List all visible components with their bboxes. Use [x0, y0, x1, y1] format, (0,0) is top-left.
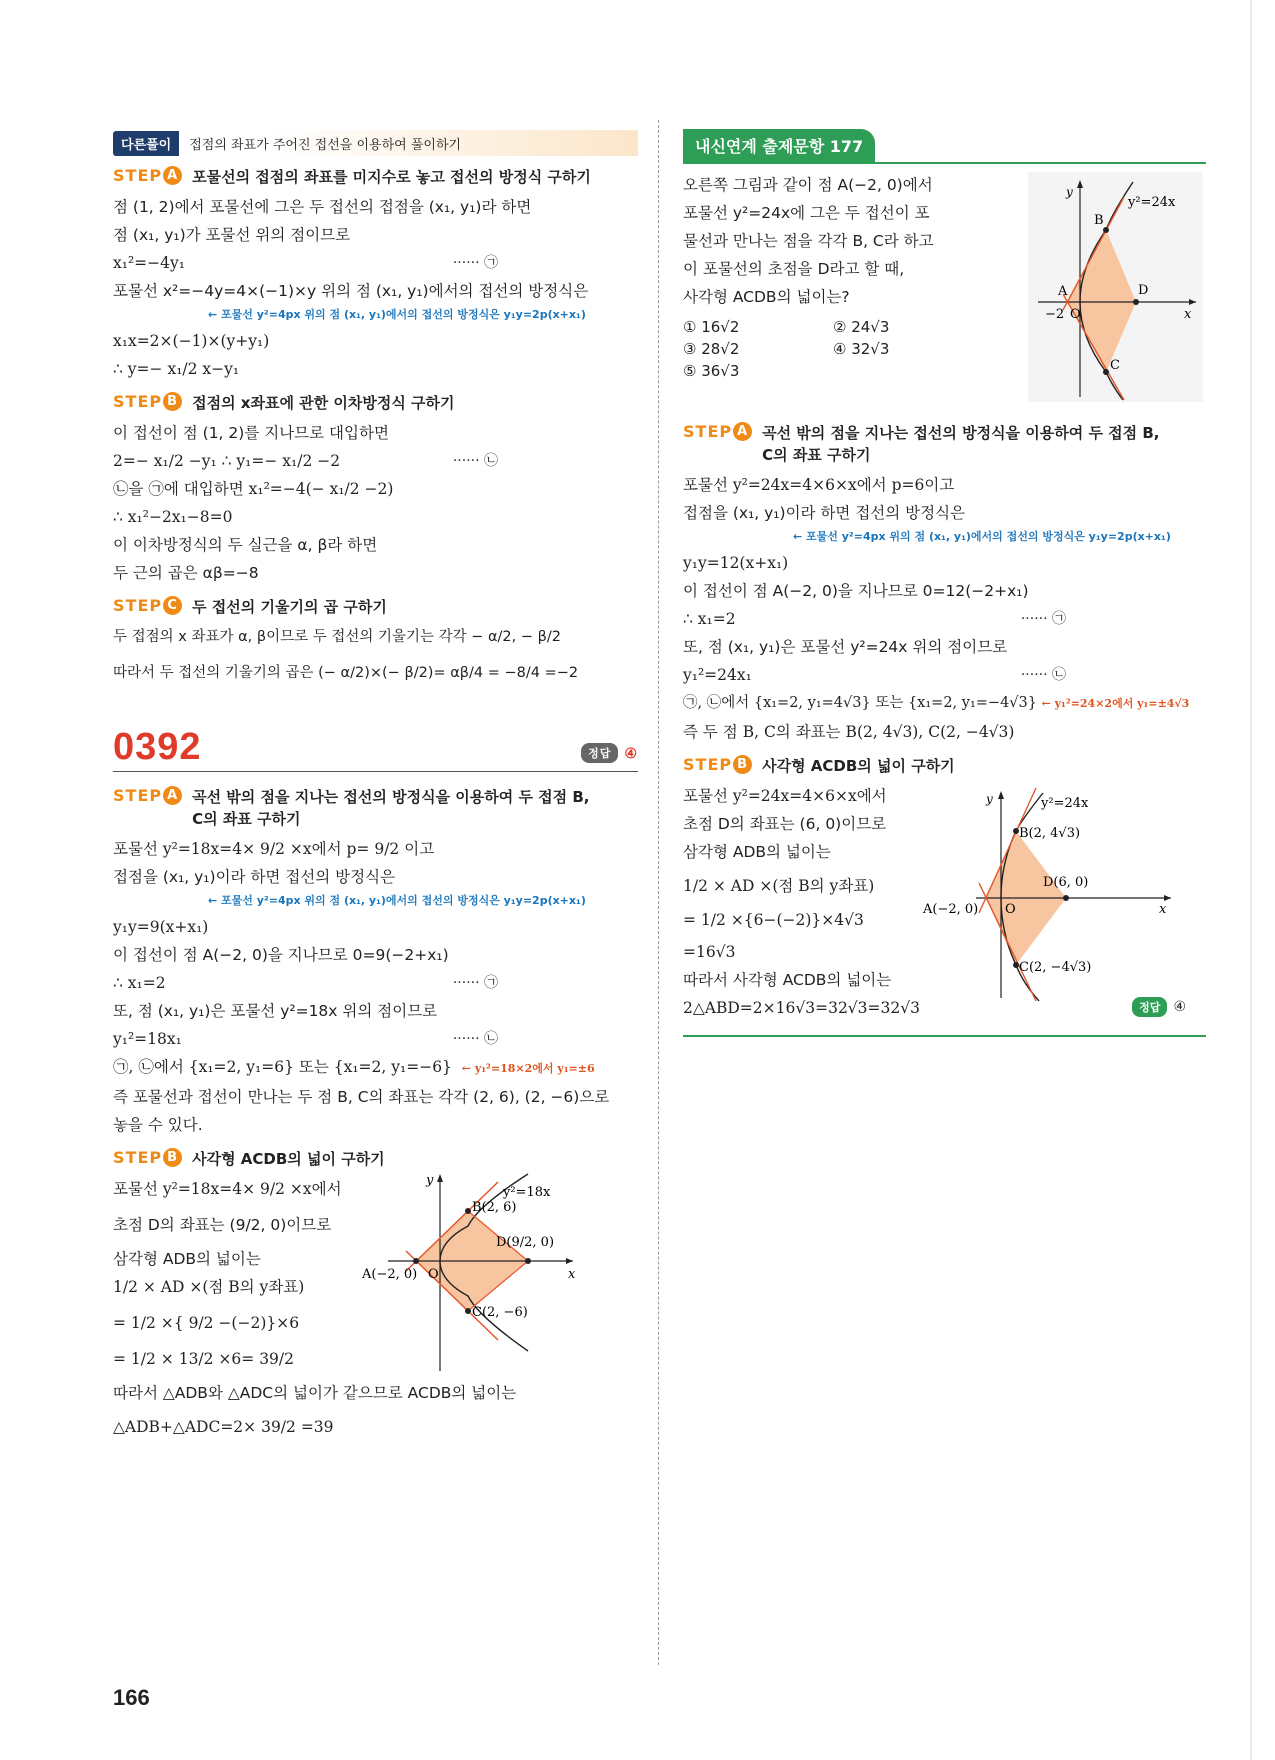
label-c: C	[1110, 358, 1120, 373]
label-a: A	[1058, 284, 1068, 299]
question-line: 오른쪽 그림과 같이 점 A(−2, 0)에서	[683, 176, 933, 194]
equation: 포물선 y²=18x=4× 9/2 ×x에서	[113, 1180, 342, 1198]
left-column	[113, 130, 638, 1442]
step-b-body	[683, 783, 1206, 1021]
equation: 2=− x₁/2 −y₁ ∴ y₁=− x₁/2 −2 ······ ㉡	[113, 448, 638, 474]
choice-3[interactable]: ③ 28√2	[683, 340, 740, 358]
equation-mark: ······ ㉡	[1020, 667, 1066, 683]
text-line: 포물선 x²=−4y=4×(−1)×y 위의 점 (x₁, y₁)에서의 접선의 방정식은	[113, 282, 589, 300]
equation: 2△ABD=2×16√3=32√3=32√3	[683, 999, 920, 1017]
text-line: 또, 점 (x₁, y₁)은 포물선 y²=18x 위의 점이므로	[113, 1002, 438, 1020]
page-edge	[1250, 0, 1252, 1760]
y-axis-arrow	[998, 791, 1004, 799]
point-d	[1063, 895, 1069, 901]
formula-note: ← 포물선 y²=4px 위의 점 (x₁, y₁)에서의 접선의 방정식은 y₁y=2p(x+x₁)	[208, 894, 586, 907]
text-line: 점 (x₁, y₁)가 포물선 위의 점이므로	[113, 226, 351, 244]
text-line: 이 이차방정식의 두 실근을 α, β라 하면	[113, 536, 378, 554]
label-b: B(2, 6)	[472, 1200, 517, 1215]
text-line: 접점을 (x₁, y₁)이라 하면 접선의 방정식은	[683, 504, 966, 522]
equation: 1/2 × AD ×(점 B의 y좌표)	[683, 877, 875, 895]
text-line: 삼각형 ADB의 넓이는	[683, 843, 831, 861]
x-axis-label: x	[568, 1267, 576, 1282]
point-c	[465, 1308, 471, 1314]
step-a-heading	[113, 786, 638, 830]
text-line: 점 (1, 2)에서 포물선에 그은 두 접선의 접점을 (x₁, y₁)라 하면	[113, 198, 532, 216]
equation-mark: ······ ㉠	[452, 975, 498, 991]
text-line: 즉 포물선과 접선이 만나는 두 점 B, C의 좌표는 각각 (2, 6), (2, −6)으로	[113, 1088, 610, 1106]
x-axis-arrow	[566, 1258, 573, 1264]
text-line: 따라서 두 접선의 기울기의 곱은 (− α/2)×(− β/2)= αβ/4 = −8/4 =−2	[113, 665, 579, 681]
step-b-heading	[683, 755, 1206, 777]
alt-solution-title: 접점의 좌표가 주어진 접선을 이용하여 풀이하기	[189, 137, 462, 153]
equation: = 1/2 ×{6−(−2)}×4√3	[683, 911, 864, 929]
choice-4[interactable]: ④ 32√3	[833, 340, 890, 358]
formula-note: ← y₁²=18×2에서 y₁=±6	[461, 1062, 595, 1075]
step-title: 곡선 밖의 점을 지나는 접선의 방정식을 이용하여 두 접점 B, C의 좌표 구하기	[762, 424, 1160, 464]
text-line: 두 접점의 x 좌표가 α, β이므로 두 접선의 기울기는 각각 − α/2, − β/2	[113, 629, 561, 645]
linked-problem-header	[683, 128, 1206, 164]
equation: ㉠, ㉡에서 {x₁=2, y₁=6} 또는 {x₁=2, y₁=−6} ← y₁²=18×2에서 y₁=±6	[113, 1058, 595, 1076]
equation: 포물선 y²=18x=4× 9/2 ×x에서 p= 9/2 이고	[113, 840, 435, 858]
label-a: A(−2, 0)	[362, 1267, 418, 1282]
answer-badge: 정답 ④	[581, 743, 638, 763]
question-line: 사각형 ACDB의 넓이는?	[683, 288, 850, 306]
equation: y₁y=12(x+x₁)	[683, 554, 789, 572]
equation: 즉 두 점 B, C의 좌표는 B(2, 4√3), C(2, −4√3)	[683, 723, 1015, 741]
choice-1[interactable]: ① 16√2	[683, 318, 740, 336]
parabola-graph-18x	[362, 1166, 588, 1376]
point-d	[1133, 299, 1139, 305]
step-tag: STEP A	[683, 422, 752, 441]
question-line: 물선과 만나는 점을 각각 B, C라 하고	[683, 232, 934, 250]
column-divider	[658, 120, 659, 1665]
answer-badge: 정답 ④	[1132, 997, 1186, 1017]
step-a-heading	[113, 166, 638, 188]
alt-solution-badge: 다른풀이	[113, 131, 179, 156]
text-line: 따라서 △ADB와 △ADC의 넓이가 같으므로 ACDB의 넓이는	[113, 1384, 517, 1402]
step-title: 접점의 x좌표에 관한 이차방정식 구하기	[192, 394, 455, 412]
problem-number: 0392 정답 ④	[113, 726, 638, 772]
step-a-heading	[683, 422, 1206, 466]
equation: △ADB+△ADC=2× 39/2 =39	[113, 1418, 334, 1436]
label-o: O	[1070, 307, 1081, 322]
step-tag: STEP B	[683, 755, 752, 774]
equation: y₁²=18x₁ ······ ㉡	[113, 1026, 638, 1052]
equation: = 1/2 ×{ 9/2 −(−2)}×6	[113, 1314, 300, 1332]
question-line: 이 포물선의 초점을 D라고 할 때,	[683, 260, 905, 278]
text-line: 이 접선이 점 A(−2, 0)을 지나므로 0=9(−2+x₁)	[113, 946, 449, 964]
step-tag: STEP B	[113, 1148, 182, 1167]
choice-2[interactable]: ② 24√3	[833, 318, 890, 336]
alt-solution-header	[113, 130, 638, 156]
equation: y₁y=9(x+x₁)	[113, 918, 209, 936]
text-line: 두 근의 곱은 αβ=−8	[113, 564, 259, 582]
step-title: 두 접선의 기울기의 곱 구하기	[192, 598, 387, 616]
label-d: D(6, 0)	[1043, 875, 1089, 890]
label-c: C(2, −4√3)	[1019, 960, 1092, 975]
equation: = 1/2 × 13/2 ×6= 39/2	[113, 1350, 295, 1368]
label-c: C(2, −6)	[472, 1305, 528, 1320]
step-title: 사각형 ACDB의 넓이 구하기	[192, 1150, 385, 1168]
step-tag: STEP C	[113, 596, 182, 615]
x-axis-arrow	[1164, 895, 1171, 901]
choice-5[interactable]: ⑤ 36√3	[683, 362, 740, 380]
text-line: 이 접선이 점 (1, 2)를 지나므로 대입하면	[113, 424, 389, 442]
quadrilateral-fill	[1068, 230, 1136, 372]
equation: 1/2 × AD ×(점 B의 y좌표)	[113, 1278, 305, 1296]
curve-label: y²=24x	[1128, 195, 1176, 210]
y-axis-label: y	[426, 1173, 434, 1188]
equation: 포물선 y²=24x=4×6×x에서 p=6이고	[683, 476, 955, 494]
parabola-graph-24x	[923, 783, 1181, 1003]
text-line: 초점 D의 좌표는 (9/2, 0)이므로	[113, 1216, 332, 1234]
curve-label: y²=24x	[1041, 796, 1089, 811]
y-axis-label: y	[986, 792, 993, 806]
text-line: 초점 D의 좌표는 (6, 0)이므로	[683, 815, 887, 833]
y-axis-arrow	[1077, 180, 1083, 188]
label-d: D(9/2, 0)	[496, 1235, 555, 1250]
step-b-heading	[113, 392, 638, 414]
equation-mark: ······ ㉡	[452, 453, 498, 469]
text-line: 이 접선이 점 A(−2, 0)을 지나므로 0=12(−2+x₁)	[683, 582, 1029, 600]
step-title: 사각형 ACDB의 넓이 구하기	[762, 757, 955, 775]
text-line: 삼각형 ADB의 넓이는	[113, 1250, 261, 1268]
equation-mark: ······ ㉠	[452, 255, 498, 271]
right-column	[683, 128, 1206, 1037]
x-axis-label: x	[1184, 307, 1192, 322]
label-o: O	[428, 1267, 439, 1282]
step-title: 포물선의 접점의 좌표를 미지수로 놓고 접선의 방정식 구하기	[192, 168, 591, 186]
equation: ∴ y=− x₁/2 x−y₁	[113, 360, 240, 378]
curve-label: y²=18x	[503, 1185, 551, 1200]
label-b: B(2, 4√3)	[1019, 826, 1081, 841]
formula-note: ← y₁²=24×2에서 y₁=±4√3	[1041, 697, 1190, 710]
formula-note: ← 포물선 y²=4px 위의 점 (x₁, y₁)에서의 접선의 방정식은 y₁y=2p(x+x₁)	[208, 308, 586, 321]
equation: 포물선 y²=24x=4×6×x에서	[683, 787, 887, 805]
step-title: 곡선 밖의 점을 지나는 접선의 방정식을 이용하여 두 접점 B, C의 좌표 구하기	[192, 788, 590, 828]
equation: x₁²=−4y₁ ······ ㉠	[113, 250, 638, 276]
parabola-graph-24x-small	[1028, 172, 1203, 402]
linked-problem-body	[683, 172, 1206, 412]
step-tag: STEP A	[113, 166, 182, 185]
step-b2-body	[113, 1173, 638, 1372]
equation: ∴ x₁=2 ······ ㉠	[113, 970, 638, 996]
label-minus-two: −2	[1045, 307, 1065, 322]
point-d	[525, 1258, 531, 1264]
equation: ㉡을 ㉠에 대입하면 x₁²=−4(− x₁/2 −2)	[113, 480, 394, 498]
equation: ∴ x₁²−2x₁−8=0	[113, 508, 233, 526]
y-axis-arrow	[437, 1174, 443, 1182]
point-b	[465, 1208, 471, 1214]
page-number: 166	[113, 1685, 150, 1710]
equation: x₁x=2×(−1)×(y+y₁)	[113, 332, 270, 350]
equation: ㉠, ㉡에서 {x₁=2, y₁=4√3} 또는 {x₁=2, y₁=−4√3} ← y₁²=24×2에서 y₁=±4√3	[683, 695, 1190, 711]
label-b: B	[1094, 213, 1104, 228]
step-c-heading	[113, 596, 638, 618]
text-line: 또, 점 (x₁, y₁)은 포물선 y²=24x 위의 점이므로	[683, 638, 1008, 656]
point-a	[413, 1258, 419, 1264]
equation: =16√3	[683, 943, 736, 961]
x-axis-arrow	[1189, 299, 1196, 305]
section-end-line	[683, 1035, 1206, 1037]
label-o: O	[1005, 902, 1016, 917]
label-d: D	[1138, 283, 1149, 298]
point-b	[1103, 227, 1109, 233]
y-axis-label: y	[1066, 185, 1073, 199]
point-c	[1103, 369, 1109, 375]
formula-note: ← 포물선 y²=4px 위의 점 (x₁, y₁)에서의 접선의 방정식은 y₁y=2p(x+x₁)	[793, 530, 1171, 543]
step-tag: STEP B	[113, 392, 182, 411]
label-a: A(−2, 0)	[923, 902, 979, 917]
linked-problem-badge: 내신연계 출제문항 177	[683, 129, 875, 162]
step-tag: STEP A	[113, 786, 182, 805]
text-line: 따라서 사각형 ACDB의 넓이는	[683, 971, 892, 989]
equation-mark: ······ ㉠	[1020, 611, 1066, 627]
equation-mark: ······ ㉡	[452, 1031, 498, 1047]
text-line: 접점을 (x₁, y₁)이라 하면 접선의 방정식은	[113, 868, 396, 886]
equation: y₁²=24x₁ ······ ㉡	[683, 662, 1206, 688]
text-line: 놓을 수 있다.	[113, 1116, 203, 1134]
x-axis-label: x	[1159, 902, 1167, 917]
equation: ∴ x₁=2 ······ ㉠	[683, 606, 1206, 632]
question-line: 포물선 y²=24x에 그은 두 접선이 포	[683, 204, 930, 222]
